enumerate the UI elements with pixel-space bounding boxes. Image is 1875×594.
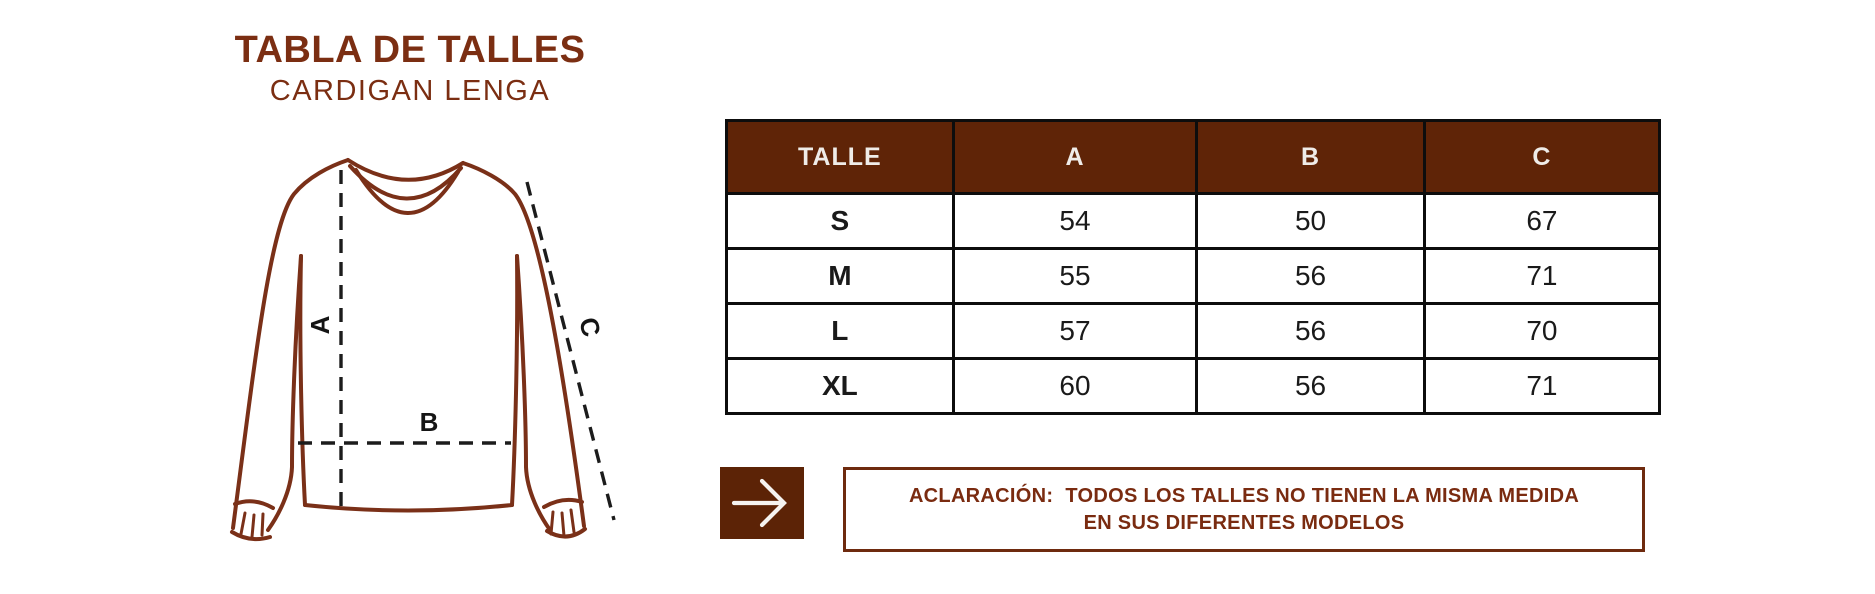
value-cell: 60 [953, 359, 1197, 414]
size-cell: XL [727, 359, 954, 414]
value-cell: 70 [1424, 304, 1659, 359]
arrow-right-icon [720, 467, 804, 539]
measure-label-c: C [573, 314, 607, 340]
body-left-edge [300, 256, 305, 505]
left-cuff-band [235, 501, 273, 508]
table-row-l [727, 304, 1660, 359]
disclaimer-label: ACLARACIÓN: [908, 484, 1054, 507]
cardigan-outline [232, 160, 585, 539]
value-cell: 50 [1197, 194, 1425, 249]
size-table [725, 119, 1661, 415]
page-title: TABLA DE TALLES [234, 29, 586, 71]
value-cell: 54 [953, 194, 1197, 249]
size-cell: S [727, 194, 954, 249]
column-header-c: C [1424, 121, 1659, 194]
disclaimer-text-1: TODOS LOS TALLES NO TIENEN LA MISMA MEDIDA [1065, 484, 1580, 507]
collar-band-lower [356, 170, 458, 213]
disclaimer-line-1 [909, 483, 1579, 510]
value-cell: 56 [1197, 249, 1425, 304]
value-cell: 56 [1197, 359, 1425, 414]
measure-label-b: B [419, 407, 439, 437]
size-cell: M [727, 249, 954, 304]
title-block [170, 30, 650, 108]
left-sleeve-inner [268, 256, 301, 530]
collar-top-curve [348, 160, 463, 180]
right-cuff-band [544, 500, 582, 507]
value-cell: 55 [953, 249, 1197, 304]
arrow-badge [720, 467, 804, 539]
column-header-b: B [1197, 121, 1425, 194]
value-cell: 71 [1424, 249, 1659, 304]
measure-line-c [527, 182, 614, 520]
page-subtitle: CARDIGAN LENGA [269, 74, 551, 107]
value-cell: 67 [1424, 194, 1659, 249]
right-sleeve-inner [517, 256, 550, 530]
value-cell: 71 [1424, 359, 1659, 414]
table-row-m [727, 249, 1660, 304]
value-cell: 56 [1197, 304, 1425, 359]
cardigan-diagram [170, 120, 650, 570]
table-row-s [727, 194, 1660, 249]
body-right-edge [512, 256, 517, 505]
column-header-a: A [953, 121, 1197, 194]
measure-label-a: A [305, 315, 335, 335]
right-cuff-rib [551, 510, 574, 536]
left-cuff-rib [241, 513, 263, 537]
table-row-xl [727, 359, 1660, 414]
column-header-talle: TALLE [727, 121, 954, 194]
body-hem [305, 505, 512, 511]
disclaimer-box [843, 467, 1645, 552]
disclaimer-line-2: EN SUS DIFERENTES MODELOS [1083, 511, 1405, 534]
size-cell: L [727, 304, 954, 359]
value-cell: 57 [953, 304, 1197, 359]
table-header-row [727, 121, 1660, 194]
measurement-lines [298, 170, 614, 520]
